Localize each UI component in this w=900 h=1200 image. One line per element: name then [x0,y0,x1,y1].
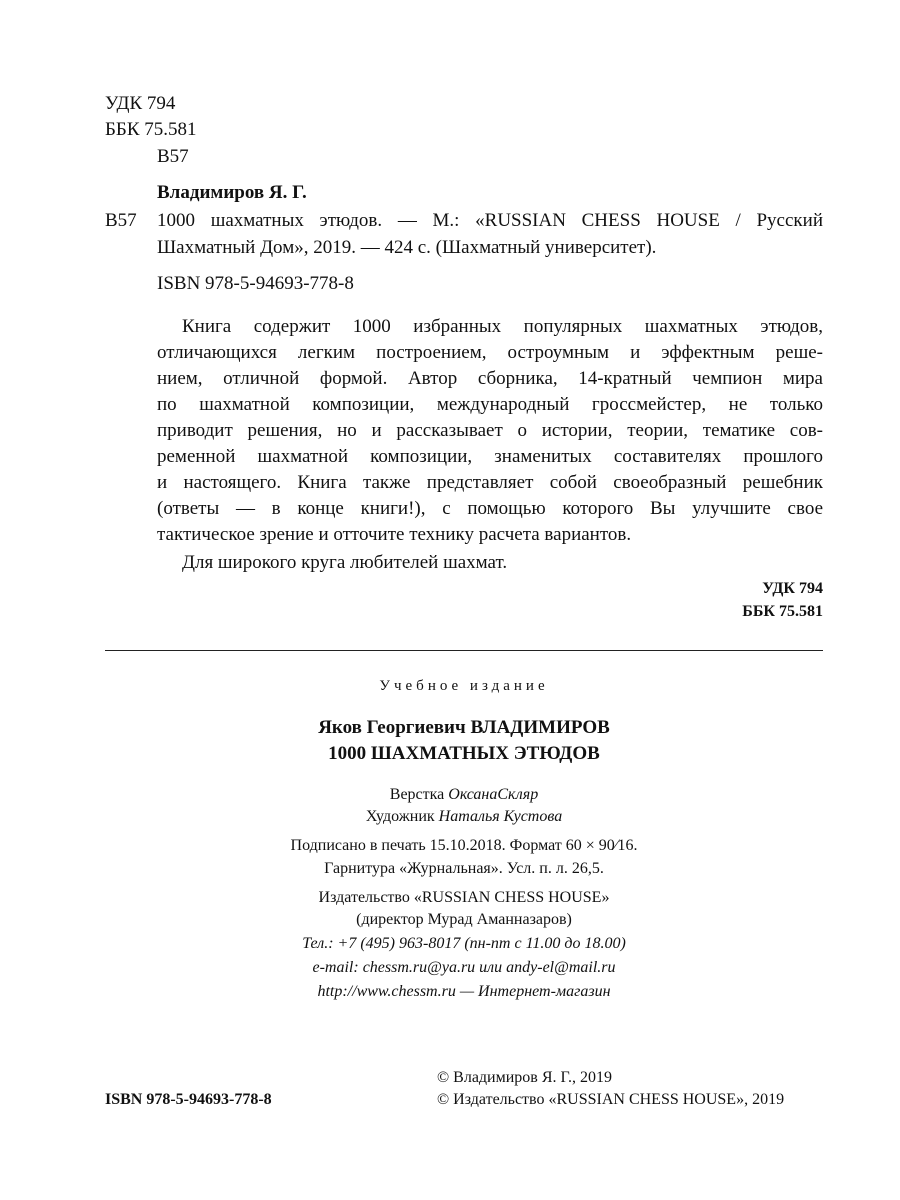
publisher-email: e-mail: chessm.ru@ya.ru или andy-el@mail.ru [312,959,616,976]
publisher-director: (директор Мурад Аманназаров) [356,911,572,928]
publisher-website: http://www.chessm.ru — Интернет-магазин [317,983,611,1000]
bbk-code: ББК 75.581 [105,119,197,140]
divider [105,650,823,651]
annotation-line: Книга содержит 1000 избранных популярных шахматных этюдов, [182,316,823,337]
annotation-line: по шахматной композиции, международный гроссмейстер, не только [157,394,823,415]
artist-name: Наталья Кустова [438,808,563,825]
copyright-author: © Владимиров Я. Г., 2019 [437,1069,612,1086]
author-full-name: Яков Георгиевич ВЛАДИМИРОВ [318,717,610,738]
annotation-line: тактическое зрение и отточите технику расчета вариантов. [157,524,632,545]
layout-label: Верстка [389,786,449,803]
bibliography-line-2: Шахматный Дом», 2019. — 424 с. (Шахматный университет). [157,237,657,258]
layout-name: ОксанаСкляр [448,786,539,803]
typeface-line: Гарнитура «Журнальная». Усл. п. л. 26,5. [324,860,604,877]
annotation-line: приводит решения, но и рассказывает о истории, теории, тематике сов- [157,420,823,441]
author-sign: В57 [157,146,189,167]
layout-credit [105,786,823,804]
footer-isbn: ISBN 978-5-94693-778-8 [105,1091,272,1108]
audience-note: Для широкого круга любителей шахмат. [182,552,508,573]
publisher-name: Издательство «RUSSIAN CHESS HOUSE» [318,889,610,906]
bbk-code-right: ББК 75.581 [742,603,823,620]
author-heading: Владимиров Я. Г. [157,182,307,203]
annotation-line: отличающихся легким построением, остроумным и эффектным реше- [157,342,823,363]
udk-code-right: УДК 794 [762,580,823,597]
copyright-publisher: © Издательство «RUSSIAN CHESS HOUSE», 2019 [437,1091,785,1108]
publisher-phone: Тел.: +7 (495) 963-8017 (пн-пт с 11.00 до 18.00) [302,935,626,952]
isbn-record: ISBN 978-5-94693-778-8 [157,273,354,294]
annotation-line: ременной шахматной композиции, знаменитых составителях прошлого [157,446,823,467]
print-signed-line: Подписано в печать 15.10.2018. Формат 60 × 90⁄16. [290,837,638,854]
annotation-line: нием, отличной формой. Автор сборника, 14-кратный чемпион мира [157,368,823,389]
annotation-line: и настоящего. Книга также представляет собой своеобразный решебник [157,472,823,493]
book-title: 1000 ШАХМАТНЫХ ЭТЮДОВ [328,743,600,764]
artist-label: Художник [365,808,439,825]
edition-type: Учебное издание [379,678,549,694]
bibliography-line-1: 1000 шахматных этюдов. — М.: «RUSSIAN CHESS HOUSE / Русский [157,210,823,231]
annotation-line: (ответы — в конце книги!), с помощью которого Вы улучшите свое [157,498,823,519]
bibliography-sign: В57 [105,210,137,231]
artist-credit [105,808,823,826]
udk-code: УДК 794 [105,93,176,114]
